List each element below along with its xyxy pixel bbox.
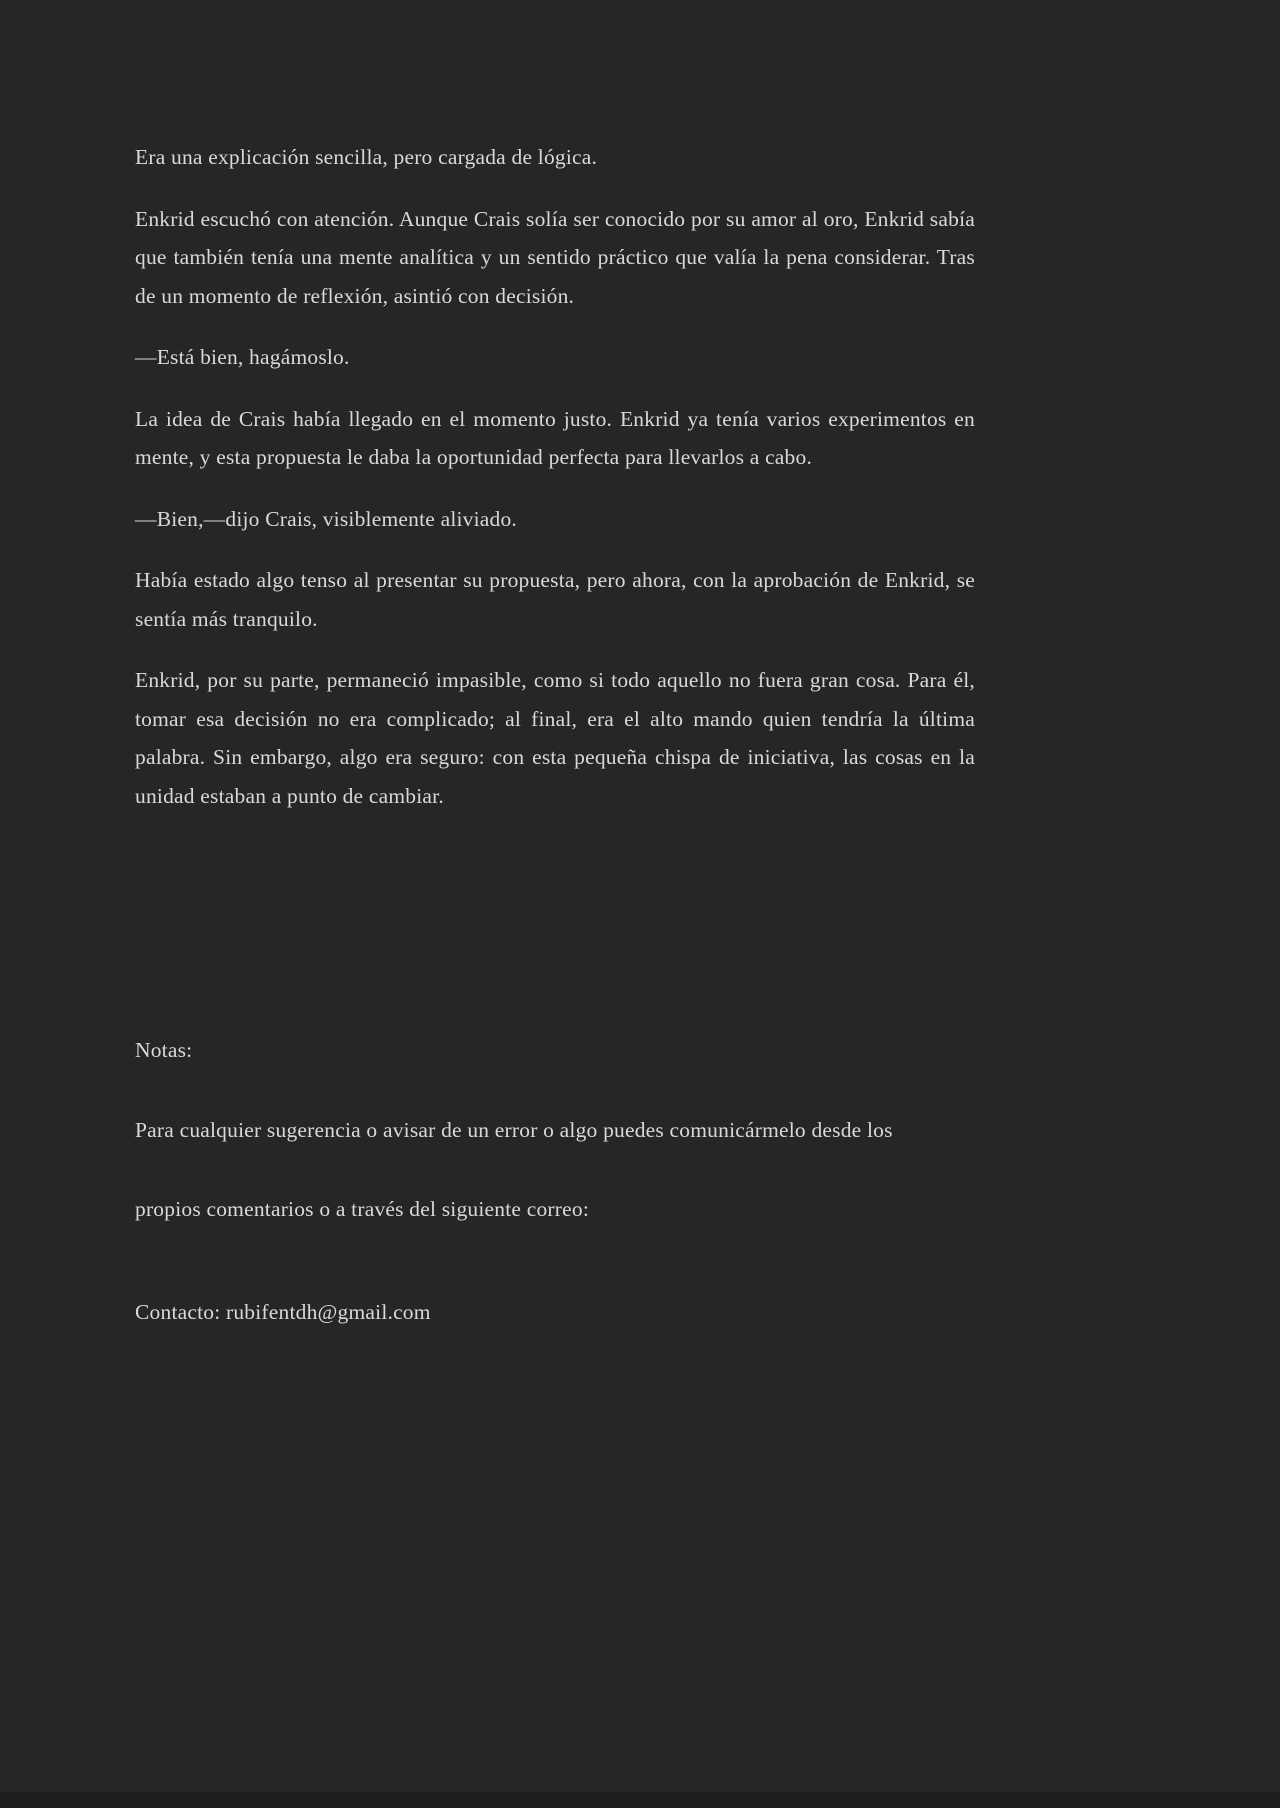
notes-line: propios comentarios o a través del siguiente correo:: [135, 1197, 589, 1221]
paragraph: Era una explicación sencilla, pero cargada de lógica.: [135, 145, 598, 169]
paragraph: Enkrid, por su parte, permaneció impasible, como si todo aquello no fuera gran cosa. Para él, tomar esa decisión no era complicado; al final, era el alto mando quien tendría la última palabra. Sin embargo, algo era seguro: con esta pequeña chispa de iniciativa, las cosas en la unidad estaban a punto de cambiar.: [135, 668, 975, 808]
paragraph: Había estado algo tenso al presentar su propuesta, pero ahora, con la aprobación de Enkrid, se sentía más tranquilo.: [135, 568, 975, 631]
notes-heading: Notas:: [135, 1038, 193, 1062]
dialogue-line: —Está bien, hagámoslo.: [135, 345, 350, 369]
chapter-text: [135, 138, 975, 1331]
dialogue-line: —Bien,—dijo Crais, visiblemente aliviado.: [135, 506, 518, 531]
paragraph: Enkrid escuchó con atención. Aunque Crais solía ser conocido por su amor al oro, Enkrid sabía que también tenía una mente analítica y un sentido práctico que valía la pena considerar. Tras de un momento de reflexión, asintió con decisión.: [135, 206, 975, 308]
notes-line: Para cualquier sugerencia o avisar de un error o algo puedes comunicármelo desde los: [135, 1117, 893, 1142]
page-bottom-divider: [0, 1792, 1280, 1808]
notes-section: [135, 1031, 975, 1331]
paragraph: La idea de Crais había llegado en el momento justo. Enkrid ya tenía varios experimentos en mente, y esta propuesta le daba la oportunidad perfecta para llevarlos a cabo.: [135, 406, 975, 469]
contact-line: Contacto: rubifentdh@gmail.com: [135, 1299, 431, 1324]
